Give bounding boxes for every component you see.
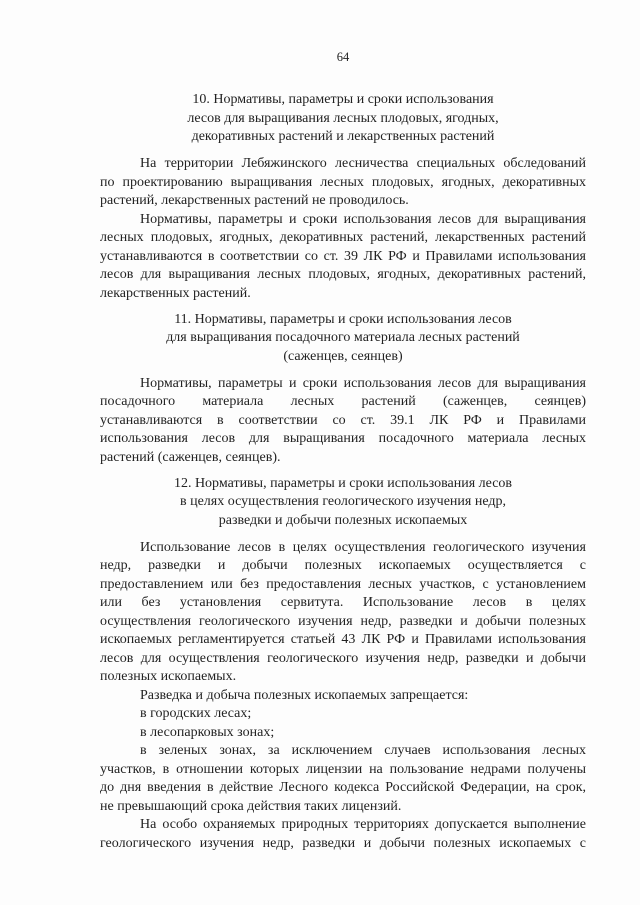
paragraph-line: Нормативы, параметры и сроки использования лесов для выращивания — [140, 375, 586, 391]
paragraph-line: лесов для выращивания лесных плодовых, ягодных, декоративных растений, — [100, 267, 586, 282]
paragraph-line: участков, в отношении которых лицензии на пользование недрами получены — [100, 761, 586, 777]
page-number: 64 — [336, 50, 350, 64]
list-item — [100, 742, 586, 816]
paragraph-line: лесов для осуществления геологического изучения недр, разведки и добычи — [100, 650, 586, 666]
paragraph-line: растений (саженцев, сеянцев). — [100, 449, 281, 465]
paragraph-line: в зеленых зонах, за исключением случаев использования лесных — [140, 743, 586, 758]
section-10 — [100, 91, 586, 303]
paragraph — [100, 375, 586, 468]
paragraph-line: полезных ископаемых. — [100, 669, 237, 684]
paragraph-line: предоставлением или без предоставления лесных участков, с установлением — [100, 576, 586, 592]
section-heading — [100, 475, 586, 531]
text-column — [100, 91, 586, 853]
paragraph-line: лесных плодовых, ягодных, декоративных растений, лекарственных растений — [100, 230, 586, 245]
paragraph-line: по проектированию выращивания лесных плодовых, ягодных, декоративных — [100, 174, 586, 190]
heading-line: в целях осуществления геологического изучения недр, — [179, 494, 506, 509]
paragraph-line: в городских лесах; — [140, 706, 252, 721]
paragraph-line: Разведка и добыча полезных ископаемых запрещается: — [140, 687, 469, 703]
list-item — [100, 724, 586, 743]
paragraph-line: использования лесов для выращивания посадочного материала лесных — [100, 431, 586, 446]
paragraph-line: или без установления сервитута. Использование лесов в целях — [100, 595, 586, 610]
paragraph-line: На территории Лебяжинского лесничества специальных обследований — [140, 156, 586, 171]
heading-line: для выращивания посадочного материала лесных растений — [166, 330, 520, 345]
paragraph-line: лекарственных растений. — [100, 285, 251, 301]
heading-line: 12. Нормативы, параметры и сроки использования лесов — [173, 475, 513, 491]
list-item — [100, 705, 586, 724]
section-heading — [100, 311, 586, 367]
paragraph-line: в лесопарковых зонах; — [140, 724, 275, 740]
section-12 — [100, 475, 586, 854]
paragraph-line: ископаемых регламентируется статьей 43 ЛК РФ и Правилами использования — [100, 632, 586, 647]
heading-line: разведки и добычи полезных ископаемых — [218, 512, 468, 528]
paragraph — [100, 687, 586, 706]
heading-line: 10. Нормативы, параметры и сроки использования — [192, 92, 494, 107]
paragraph-line: не превышающий срока действия таких лицензий. — [100, 798, 402, 814]
heading-line: лесов для выращивания лесных плодовых, ягодных, — [187, 110, 499, 126]
section-heading — [100, 91, 586, 147]
paragraph-line: посадочного материала лесных растений (саженцев, сеянцев) — [100, 394, 586, 409]
paragraph-line: Нормативы, параметры и сроки использования лесов для выращивания — [140, 211, 586, 227]
paragraph-line: На особо охраняемых природных территориях допускается выполнение — [140, 817, 586, 832]
paragraph — [100, 539, 586, 687]
section-11 — [100, 311, 586, 468]
paragraph-line: осуществления геологического изучения недр, разведки и добычи полезных — [100, 613, 586, 629]
paragraph-line: устанавливаются в соответствии со ст. 39.1 ЛК РФ и Правилами — [100, 412, 586, 428]
heading-line: декоративных растений и лекарственных растений — [191, 129, 495, 144]
paragraph-line: геологического изучения недр, разведки и добычи полезных ископаемых с — [100, 835, 586, 851]
paragraph — [100, 155, 586, 211]
heading-line: (саженцев, сеянцев) — [283, 348, 403, 364]
heading-line: 11. Нормативы, параметры и сроки использования лесов — [174, 311, 512, 327]
paragraph-line: Использование лесов в целях осуществления геологического изучения — [140, 539, 586, 555]
paragraph-line: растений, лекарственных растений не проводилось. — [100, 193, 409, 208]
paragraph — [100, 816, 586, 853]
paragraph-line: до дня введения в действие Лесного кодекса Российской Федерации, на срок, — [100, 780, 586, 795]
paragraph-line: недр, разведки и добычи полезных ископаемых осуществляется с — [100, 558, 586, 573]
paragraph-line: устанавливаются в соответствии со ст. 39 ЛК РФ и Правилами использования — [100, 248, 586, 264]
paragraph — [100, 211, 586, 304]
